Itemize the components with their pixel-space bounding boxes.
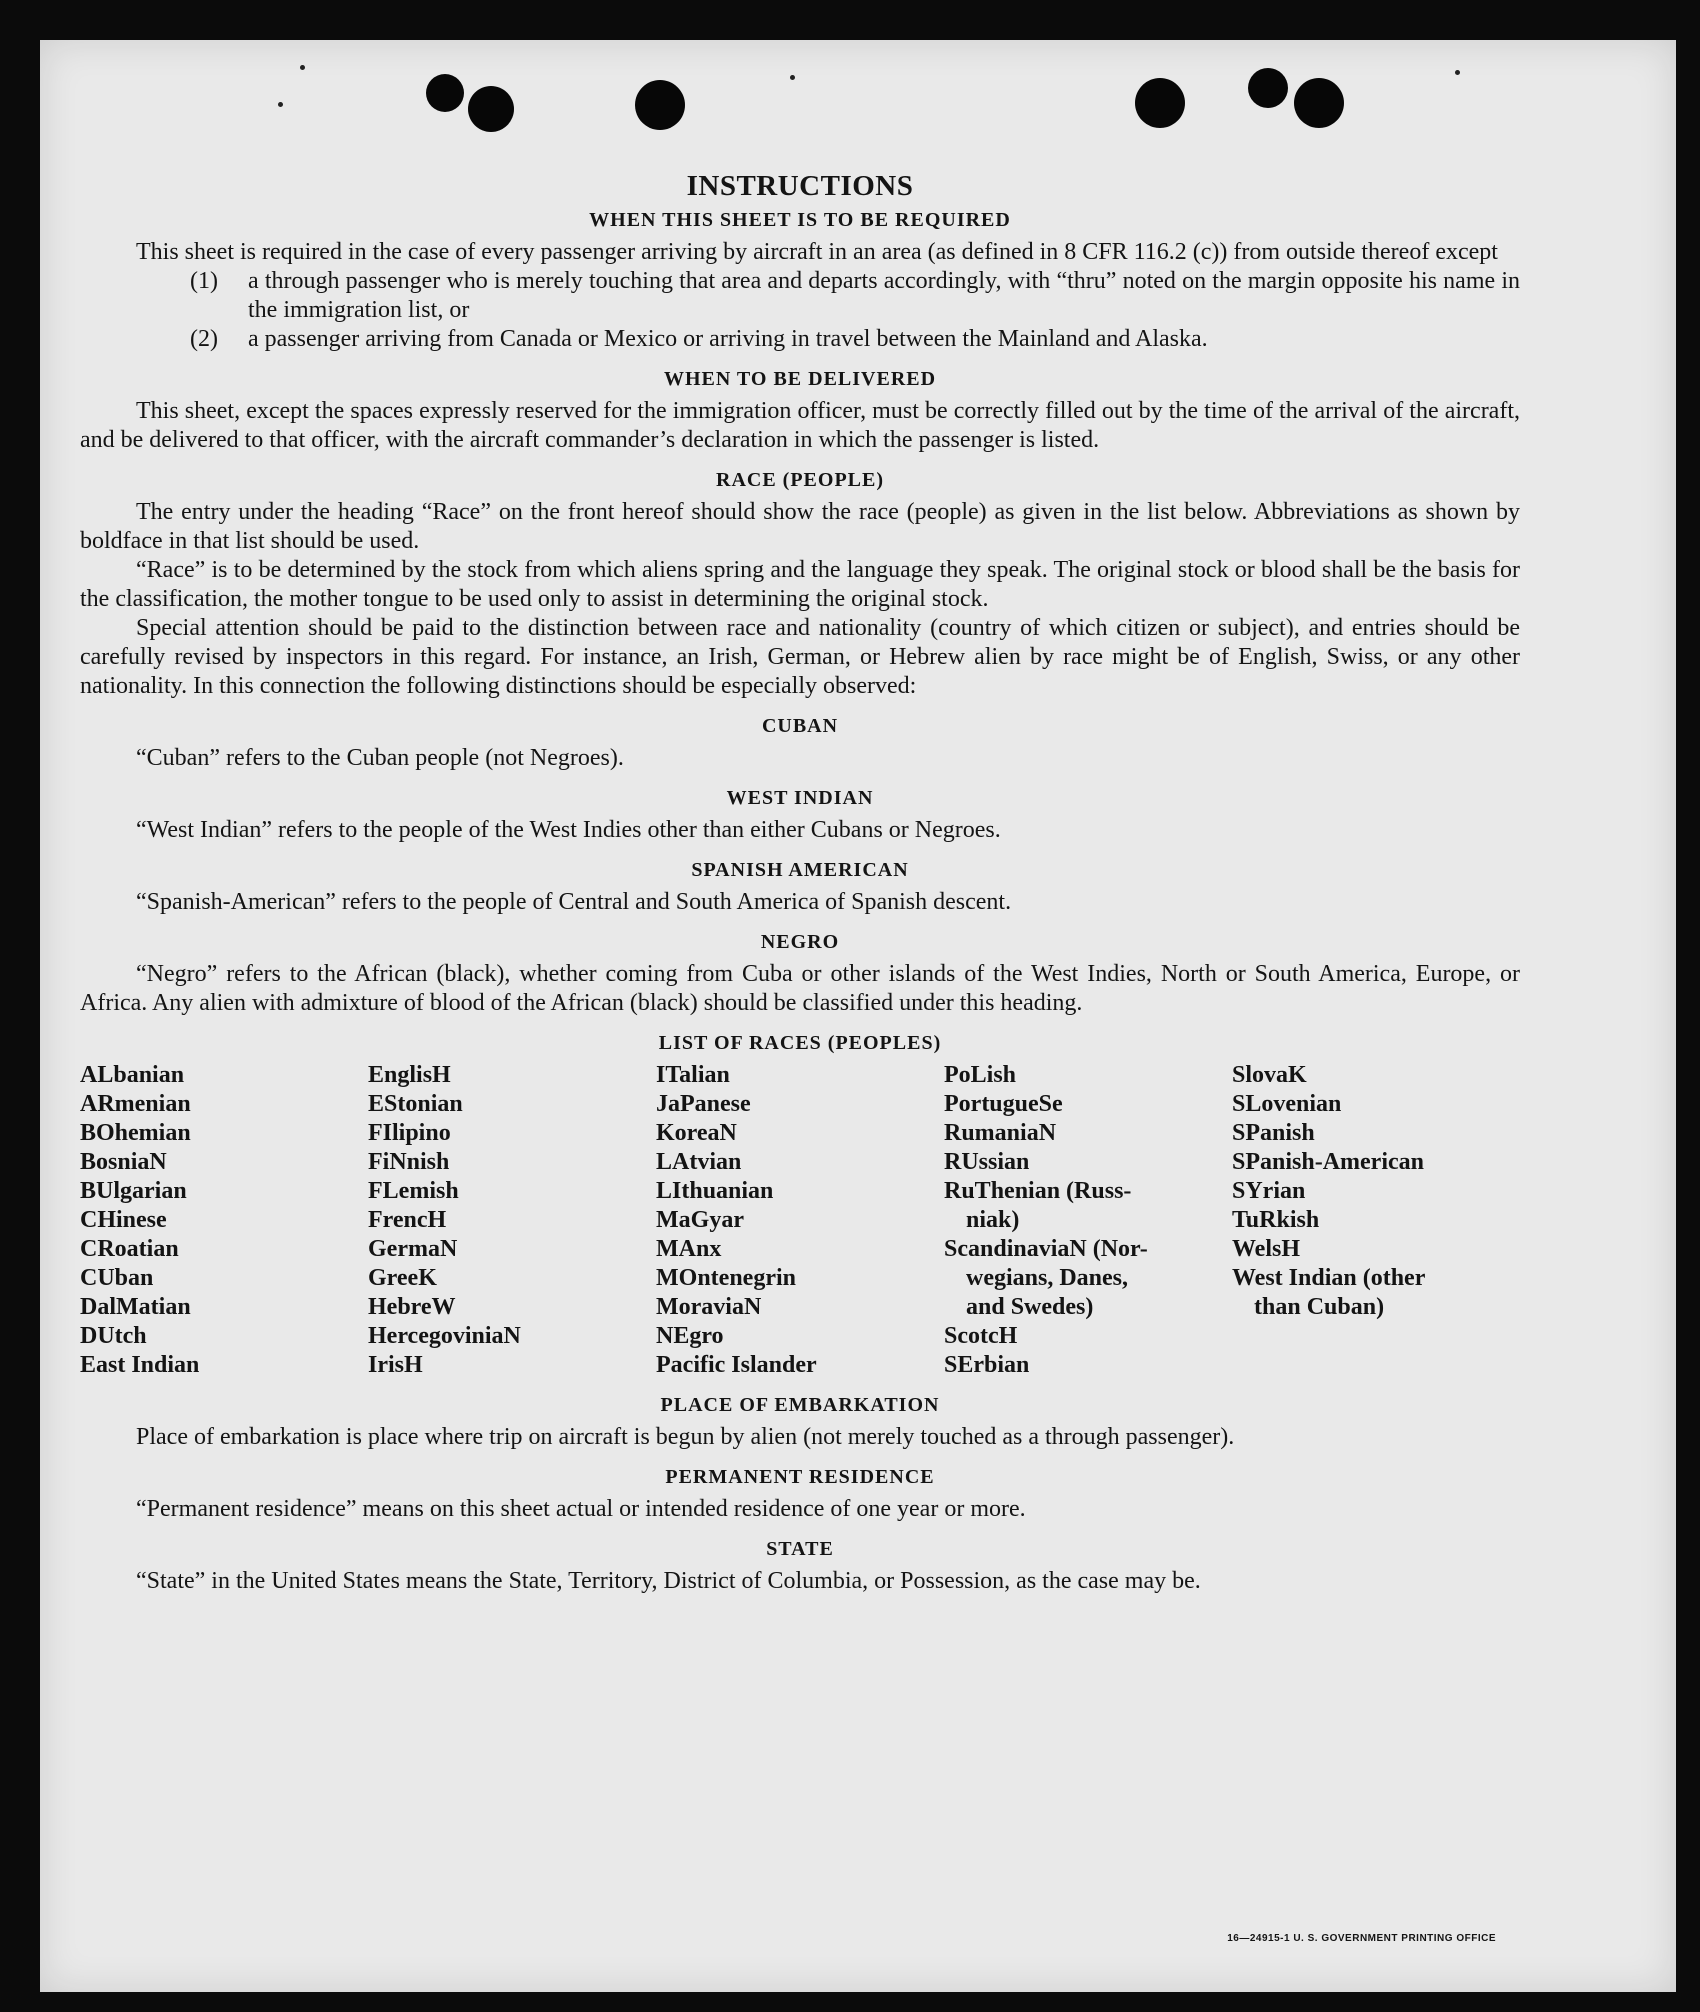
race-entry: MAnx <box>656 1236 722 1262</box>
embarkation-text: Place of embarkation is place where trip on aircraft is begun by alien (not merely touched as a through passenger). <box>136 1424 1235 1450</box>
race-entry: RUssian <box>944 1149 1030 1175</box>
race-entry: JaPanese <box>656 1091 751 1117</box>
race-entry: FiNnish <box>368 1149 450 1175</box>
race-column <box>368 1061 656 1380</box>
heading-spanish-american: SPANISH AMERICAN <box>691 859 909 881</box>
cuban-text: “Cuban” refers to the Cuban people (not Negroes). <box>136 745 624 771</box>
speck <box>278 102 283 107</box>
speck <box>790 75 795 80</box>
list-item <box>190 267 1520 325</box>
punch-hole <box>1135 78 1185 128</box>
race-entry: EStonian <box>368 1091 463 1117</box>
race-entry: BosniaN <box>80 1149 167 1175</box>
race-entry: HercegoviniaN <box>368 1323 521 1349</box>
race-column <box>80 1061 368 1380</box>
race-entry: PortugueSe <box>944 1091 1063 1117</box>
page-title: INSTRUCTIONS <box>686 170 914 202</box>
race-entry: ITalian <box>656 1062 730 1088</box>
race-column <box>944 1061 1232 1380</box>
punch-hole <box>468 86 514 132</box>
negro-text: “Negro” refers to the African (black), whether coming from Cuba or other islands of the West Indies, North or South America, Europe, or Africa. Any alien with admixture of blood of the African (black) should be classified under this heading. <box>80 961 1520 1016</box>
instructions-body <box>80 170 1520 1596</box>
heading-negro: NEGRO <box>760 931 840 953</box>
race-entry: ARmenian <box>80 1091 191 1117</box>
race-entry: MaGyar <box>656 1207 744 1233</box>
west-indian-text: “West Indian” refers to the people of the West Indies other than either Cubans or Negroes. <box>136 817 1001 843</box>
state-text: “State” in the United States means the State, Territory, District of Columbia, or Possession, as the case may be. <box>136 1568 1201 1594</box>
race-paragraph: Special attention should be paid to the distinction between race and nationality (country of which citizen or subject), and entries should be carefully revised by inspectors in this regard. For instance, an Irish, German, or Hebrew alien by race might be of English, Swiss, or any other nationality. In this connection the following distinctions should be especially observed: <box>80 615 1520 699</box>
race-entry: Pacific Islander <box>656 1352 817 1378</box>
race-entry: EnglisH <box>368 1062 451 1088</box>
race-entry: GermaN <box>368 1236 458 1262</box>
race-entry: CUban <box>80 1265 154 1291</box>
heading-list-of-races: LIST OF RACES (PEOPLES) <box>658 1032 942 1054</box>
race-entry: East Indian <box>80 1352 200 1378</box>
race-entry: KoreaN <box>656 1120 737 1146</box>
race-entry: LAtvian <box>656 1149 742 1175</box>
race-entry: WelsH <box>1232 1236 1301 1262</box>
race-entry: FLemish <box>368 1178 459 1204</box>
race-entry: TuRkish <box>1232 1207 1320 1233</box>
race-column <box>656 1061 944 1380</box>
races-table <box>80 1061 1520 1380</box>
race-entry: SPanish <box>1232 1120 1315 1146</box>
race-entry: SLovenian <box>1232 1091 1342 1117</box>
heading-west-indian: WEST INDIAN <box>726 787 874 809</box>
race-entry: PoLish <box>944 1062 1017 1088</box>
race-entry: West Indian (other <box>1232 1265 1426 1291</box>
race-entry: wegians, Danes, <box>966 1265 1129 1291</box>
heading-state: STATE <box>766 1538 834 1560</box>
punch-hole <box>635 80 685 130</box>
race-entry: SPanish-American <box>1232 1149 1424 1175</box>
punch-hole <box>1248 68 1288 108</box>
race-entry: than Cuban) <box>1254 1294 1385 1320</box>
race-entry: NEgro <box>656 1323 724 1349</box>
race-entry: and Swedes) <box>966 1294 1094 1320</box>
race-entry: FIlipino <box>368 1120 451 1146</box>
heading-when-delivered: WHEN TO BE DELIVERED <box>663 368 937 390</box>
race-entry: niak) <box>966 1207 1020 1233</box>
residence-text: “Permanent residence” means on this sheet actual or intended residence of one year or more. <box>136 1496 1026 1522</box>
list-text: a through passenger who is merely touching that area and departs accordingly, with “thru” noted on the margin opposite his name in the immigration list, or <box>248 268 1520 323</box>
race-entry: DalMatian <box>80 1294 191 1320</box>
exceptions-list <box>190 267 1520 354</box>
heading-cuban: CUBAN <box>761 715 839 737</box>
speck <box>300 65 305 70</box>
printing-office-code: 16—24915-1 U. S. GOVERNMENT PRINTING OFFICE <box>1227 1933 1496 1944</box>
race-column <box>1232 1061 1520 1380</box>
race-entry: SErbian <box>944 1352 1030 1378</box>
race-entry: ALbanian <box>80 1062 185 1088</box>
race-entry: HebreW <box>368 1294 456 1320</box>
heading-permanent-residence: PERMANENT RESIDENCE <box>665 1466 935 1488</box>
race-paragraph: The entry under the heading “Race” on the front hereof should show the race (people) as given in the list below. Abbreviations as shown by boldface in that list should be used. <box>80 499 1520 554</box>
race-entry: GreeK <box>368 1265 437 1291</box>
heading-race: RACE (PEOPLE) <box>716 469 884 491</box>
heading-embarkation: PLACE OF EMBARKATION <box>660 1394 940 1416</box>
speck <box>1455 70 1460 75</box>
race-entry: MoraviaN <box>656 1294 762 1320</box>
list-number: (1) <box>190 268 218 294</box>
list-text: a passenger arriving from Canada or Mexico or arriving in travel between the Mainland and Alaska. <box>248 326 1208 352</box>
race-entry: SlovaK <box>1232 1062 1307 1088</box>
race-entry: ScotcH <box>944 1323 1018 1349</box>
punch-hole <box>1294 78 1344 128</box>
document-page <box>40 40 1676 1992</box>
race-entry: SYrian <box>1232 1178 1306 1204</box>
race-paragraph: “Race” is to be determined by the stock from which aliens spring and the language they speak. The original stock or blood shall be the basis for the classification, the mother tongue to be used only to assist in determining the original stock. <box>80 557 1520 612</box>
when-delivered-text: This sheet, except the spaces expressly reserved for the immigration officer, must be correctly filled out by the time of the arrival of the aircraft, and be delivered to that officer, with the aircraft commander’s declaration in which the passenger is listed. <box>80 398 1520 453</box>
list-number: (2) <box>190 326 218 352</box>
race-entry: DUtch <box>80 1323 147 1349</box>
punch-hole <box>426 74 464 112</box>
race-entry: CHinese <box>80 1207 167 1233</box>
spanish-american-text: “Spanish-American” refers to the people of Central and South America of Spanish descent. <box>136 889 1012 915</box>
race-entry: IrisH <box>368 1352 423 1378</box>
race-entry: CRoatian <box>80 1236 179 1262</box>
race-entry: MOntenegrin <box>656 1265 796 1291</box>
race-entry: LIthuanian <box>656 1178 774 1204</box>
race-entry: ScandinaviaN (Nor- <box>944 1236 1148 1262</box>
when-required-intro: This sheet is required in the case of every passenger arriving by aircraft in an area (as defined in 8 CFR 116.2 (c)) from outside thereof except <box>136 239 1498 265</box>
race-entry: RuThenian (Russ- <box>944 1178 1132 1204</box>
race-entry: BOhemian <box>80 1120 191 1146</box>
race-entry: BUlgarian <box>80 1178 187 1204</box>
race-entry: FrencH <box>368 1207 447 1233</box>
list-item <box>190 325 1520 354</box>
heading-when-required: WHEN THIS SHEET IS TO BE REQUIRED <box>589 209 1011 231</box>
race-entry: RumaniaN <box>944 1120 1057 1146</box>
